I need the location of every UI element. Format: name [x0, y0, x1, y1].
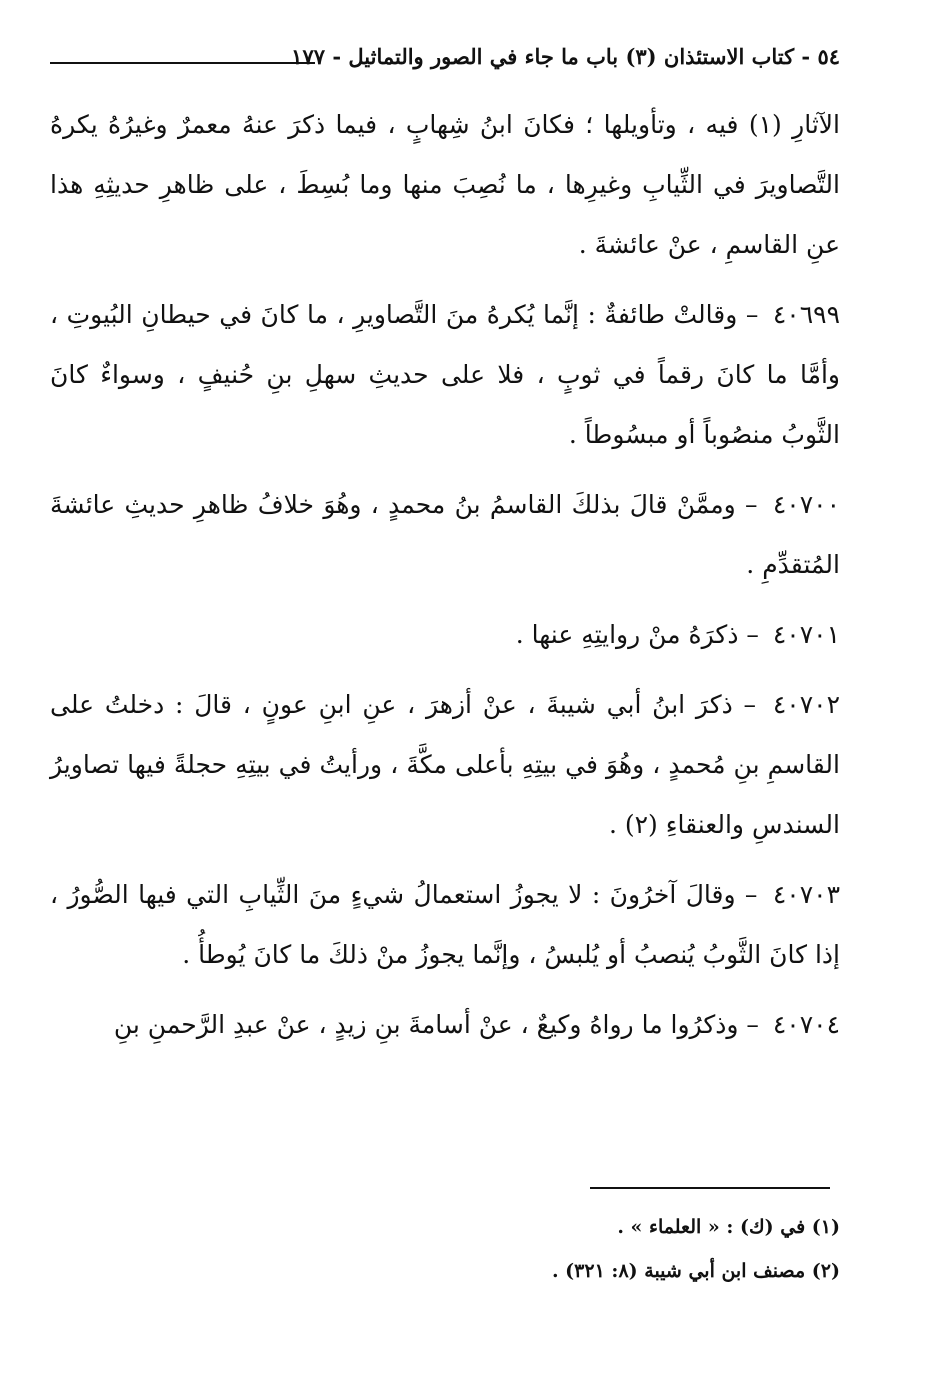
paragraph-text: – وذكرُوا ما رواهُ وكيعٌ ، عنْ أسامةَ بنِ زيدٍ ، عنْ عبدِ الرَّحمنِ بنِ [113, 1010, 759, 1039]
paragraph-number: ٤٠٧٠٠ [772, 490, 840, 519]
paragraph-text: – وقالتْ طائفةٌ : إنَّما يُكرهُ منَ التَّصاويرِ ، ما كانَ في حيطانِ البُيوتِ ، وأمَّا ما كانَ رقماً في ثوبٍ ، فلا على حديثِ سهلِ بنِ حُنيفٍ ، وسواءٌ كانَ الثَّوبُ منصُوباً أو مبسُوطاً . [50, 300, 840, 449]
paragraph-text: الآثارِ (١) فيه ، وتأويلها ؛ فكانَ ابنُ شِهابٍ ، فيما ذكرَ عنهُ معمرٌ وغيرُهُ يكرهُ التَّصاويرَ في الثِّيابِ وغيرِها ، ما نُصِبَ منها وما بُسِطَ ، على ظاهرِ حديثِهِ هذا عنِ القاسمِ ، عنْ عائشةَ . [50, 110, 840, 259]
paragraph-continuation [50, 95, 840, 275]
paragraph-text: – وقالَ آخرُونَ : لا يجوزُ استعمالُ شيءٍ منَ الثِّيابِ التي فيها الصُّورُ ، إذا كانَ الثَّوبُ يُنصبُ أو يُلبسُ ، وإنَّما يجوزُ منْ ذلكَ ما كانَ يُوطأُ . [50, 880, 840, 969]
main-text [50, 95, 840, 1065]
footnote-1: (١) في (ك) : « العلماء » . [617, 1216, 840, 1238]
paragraph-40699 [50, 285, 840, 465]
page-header [50, 40, 840, 80]
paragraph-40702 [50, 675, 840, 855]
paragraph-number: ٤٠٧٠١ [772, 620, 840, 649]
footnote-separator [590, 1187, 830, 1189]
paragraph-text: – ذكرَهُ منْ روايتِهِ عنها . [515, 620, 759, 649]
paragraph-number: ٤٠٧٠٣ [772, 880, 840, 909]
paragraph-number: ٤٠٧٠٤ [772, 1010, 840, 1039]
paragraph-40704 [50, 995, 840, 1055]
paragraph-40700 [50, 475, 840, 595]
paragraph-text: – ذكرَ ابنُ أبي شيبةَ ، عنْ أزهرَ ، عنِ ابنِ عونٍ ، قالَ : دخلتُ على القاسمِ بنِ مُحمدٍ ، وهُوَ في بيتِهِ بأعلى مكَّةَ ، ورأيتُ في بيتِهِ حجلةً فيها تصاويرُ السندسِ والعنقاءِ (٢) . [50, 690, 840, 839]
running-header-title: ٥٤ - كتاب الاستئذان (٣) باب ما جاء في الصور والتماثيل - ١٧٧ [291, 44, 840, 69]
footnotes [50, 1205, 840, 1293]
paragraph-text: – وممَّنْ قالَ بذلكَ القاسمُ بنُ محمدٍ ، وهُوَ خلافُ ظاهرِ حديثِ عائشةَ المُتقدِّمِ . [50, 490, 840, 579]
paragraph-40703 [50, 865, 840, 985]
header-rule [50, 62, 315, 64]
paragraph-number: ٤٠٧٠٢ [772, 690, 840, 719]
paragraph-40701 [50, 605, 840, 665]
paragraph-number: ٤٠٦٩٩ [772, 300, 840, 329]
footnote-2: (٢) مصنف ابن أبي شيبة (٨: ٣٢١) . [551, 1260, 840, 1282]
